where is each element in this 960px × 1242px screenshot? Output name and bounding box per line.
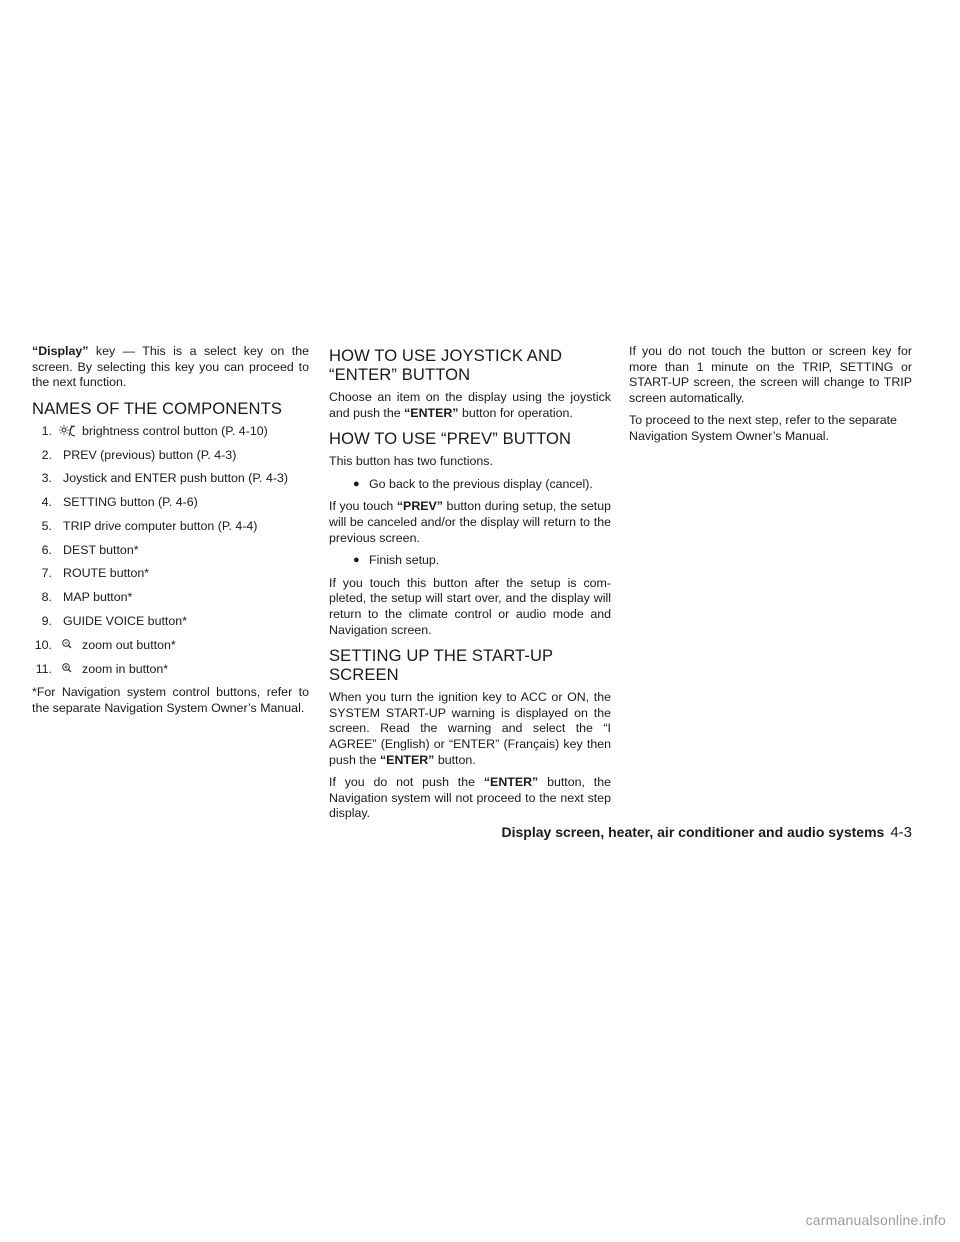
text: Choose an item on the display using the joystick and push the: [329, 390, 611, 420]
no-enter-paragraph: [329, 775, 611, 822]
item-number: 10.: [34, 637, 52, 652]
display-key-label: “Display”: [32, 344, 89, 358]
bullet-dot: ●: [353, 477, 360, 490]
text: When you turn the ignition key to ACC or ON, the SYSTEM START-UP warning is displayed on the screen. Read the warning and select the “I AGREE” (English) or “ENTER” (Français) key then push the: [329, 690, 611, 767]
bullet-text: Finish setup.: [369, 553, 440, 568]
item-text: zoom out button*: [82, 637, 176, 652]
bullet-item: [353, 553, 611, 569]
item-text: zoom in button*: [82, 661, 169, 676]
item-number: 1.: [41, 423, 52, 438]
text: If you do not push the: [329, 775, 484, 790]
intro-paragraph: [32, 344, 309, 391]
item-text: DEST button*: [63, 542, 139, 557]
item-text: brightness control button (P. 4-10): [82, 423, 268, 438]
list-item: [32, 662, 309, 678]
item-number: 8.: [41, 590, 52, 605]
enter-key-label: “ENTER”: [483, 775, 539, 790]
bullet-item: [353, 477, 611, 493]
item-number: 2.: [41, 447, 52, 462]
prev-heading: HOW TO USE “PREV” BUTTON: [329, 429, 572, 449]
prev-paragraph: [329, 499, 611, 546]
watermark: carmanualsonline.info: [805, 1212, 946, 1228]
intro-text: key — This is a select key on the screen. By selecting this key you can proceed to the next function.: [32, 344, 309, 390]
item-text: TRIP drive computer button (P. 4-4): [63, 518, 258, 533]
next-step-paragraph: To proceed to the next step, refer to the separate Navigation System Owner’s Manual.: [629, 413, 897, 443]
components-heading: NAMES OF THE COMPONENTS: [32, 398, 282, 418]
finish-paragraph: If you touch this button after the setup is com-pleted, the setup will start over, and the display will return to the climate control or audio mode and Navigation screen.: [329, 575, 611, 637]
prev-intro: This button has two functions.: [329, 454, 493, 469]
item-number: 9.: [41, 614, 52, 629]
navigation-note: *For Navigation system control buttons, refer to the separate Navigation System Owner’s Manual.: [32, 685, 309, 715]
startup-paragraph: [329, 690, 611, 768]
item-number: 4.: [41, 495, 52, 510]
startup-heading: SETTING UP THE START-UP SCREEN: [329, 646, 553, 685]
item-text: Joystick and ENTER push button (P. 4-3): [63, 471, 288, 486]
list-item: [32, 448, 309, 464]
list-item: [32, 519, 309, 535]
text: button.: [434, 752, 476, 767]
item-number: 5.: [41, 518, 52, 533]
item-number: 3.: [41, 471, 52, 486]
text: button, the Navigation system will not proceed to the next step display.: [329, 775, 611, 821]
list-item: [32, 543, 309, 559]
prev-key-label: “PREV”: [396, 499, 443, 514]
joystick-paragraph: [329, 390, 611, 421]
column-middle: [329, 344, 611, 829]
timeout-paragraph: If you do not touch the button or screen key for more than 1 minute on the TRIP, SETTING or START-UP screen, the screen will change to TRIP screen automatically.: [629, 344, 912, 405]
enter-key-label: “ENTER”: [404, 405, 459, 420]
list-item: [32, 566, 309, 582]
zoom-in-icon: [58, 662, 80, 676]
zoom-out-icon: [58, 638, 80, 652]
components-list: [32, 424, 309, 677]
page-number: 4-3: [890, 824, 912, 841]
list-item: [32, 471, 309, 487]
item-text: SETTING button (P. 4-6): [63, 495, 198, 510]
text: button during setup, the setup will be canceled and/or the display will return to the previous screen.: [329, 499, 611, 545]
section-title: Display screen, heater, air conditioner and audio systems: [501, 824, 885, 840]
column-right: [629, 344, 912, 452]
item-number: 11.: [35, 661, 52, 676]
item-text: PREV (previous) button (P. 4-3): [63, 447, 237, 462]
list-item: [32, 614, 309, 630]
joystick-heading: HOW TO USE JOYSTICK AND “ENTER” BUTTON: [329, 346, 563, 384]
bullet-text: Go back to the previous display (cancel).: [369, 476, 593, 491]
enter-key-label: “ENTER”: [379, 752, 435, 767]
text: button for operation.: [458, 405, 573, 420]
item-number: 6.: [41, 542, 52, 557]
list-item: [32, 638, 309, 654]
item-text: MAP button*: [63, 590, 133, 605]
list-item: [32, 424, 309, 440]
item-text: ROUTE button*: [63, 566, 150, 581]
bullet-dot: ●: [353, 554, 360, 567]
text: If you touch: [329, 499, 397, 514]
list-item: [32, 495, 309, 511]
item-number: 7.: [41, 566, 52, 581]
page-footer: [502, 824, 913, 841]
list-item: [32, 590, 309, 606]
brightness-icon: [58, 424, 80, 438]
item-text: GUIDE VOICE button*: [63, 614, 187, 629]
column-left: [32, 344, 309, 724]
